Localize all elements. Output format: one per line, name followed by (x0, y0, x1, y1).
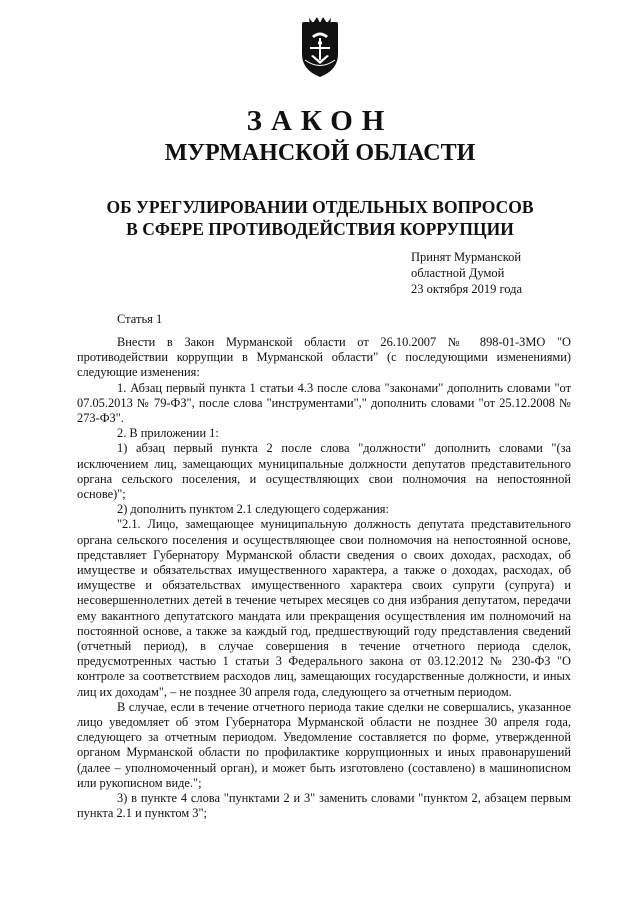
paragraph: 1. Абзац первый пункта 1 статьи 4.3 после слова "законами" дополнить словами "от 07.05.2013 № 79-ФЗ", после слова "инструментами"," дополнить словами "от 25.12.2008 № 273-ФЗ". (77, 380, 571, 426)
law-region-title: МУРМАНСКОЙ ОБЛАСТИ (164, 140, 476, 166)
law-title: ЗАКОН (246, 105, 394, 137)
paragraph: Внести в Закон Мурманской области от 26.10.2007 № 898-01-ЗМО "О противодействии коррупции в Мурманской области" (с последующими изменениями) следующие изменения: (77, 335, 571, 380)
article-body (77, 335, 571, 822)
adoption-note (411, 249, 522, 297)
coat-of-arms-emblem-icon (292, 14, 348, 80)
paragraph: 2) дополнить пунктом 2.1 следующего содержания: (117, 502, 389, 517)
adoption-note-line-2: областной Думой (411, 266, 505, 280)
paragraph: "2.1. Лицо, замещающее муниципальную должность депутата представительного органа сельского поселения и осуществляющее свои полномочия на непостоянной основе, представляет Губернатору Мурманской области сведения о своих доходах, расходах, об имуществе и обязательствах имущественного характера, а также о доходах, расходах, об имуществе и обязательствах имущественного характера своих супруги (супруга) и несовершеннолетних детей в течение четырех месяцев со дня избрания депутатом, передачи ему вакантного депутатского мандата или прекращения осуществления им полномочий на постоянной основе, а также за каждый год, предшествующий году представления сведений (отчетный период), в случае совершения в течение отчетного периода сделок, предусмотренных частью 1 статьи 3 Федерального закона от 03.12.2012 № 230-ФЗ "О контроле за соответствием расходов лиц, замещающих государственные должности, и иных лиц их доходам", – не позднее 30 апреля года, следующего за отчетным периодом. (77, 517, 571, 699)
adoption-note-line-1: Принят Мурманской (411, 250, 522, 264)
paragraph: 3) в пункте 4 слова "пунктами 2 и 3" заменить словами "пунктом 2, абзацем первым пункта 2.1 и пунктом 3"; (77, 791, 571, 821)
paragraph: 1) абзац первый пункта 2 после слова "должности" дополнить словами "(за исключением лиц, замещающих муниципальные должности депутатов представительного органа сельского поселения, и осуществляющих свои полномочия на непостоянной основе)"; (77, 441, 571, 502)
article-heading: Статья 1 (117, 312, 163, 326)
adoption-date: 23 октября 2019 года (411, 282, 523, 296)
law-heading-line-2: В СФЕРЕ ПРОТИВОДЕЙСТВИЯ КОРРУПЦИИ (126, 219, 514, 239)
law-heading-line-1: ОБ УРЕГУЛИРОВАНИИ ОТДЕЛЬНЫХ ВОПРОСОВ (106, 197, 534, 217)
paragraph: 2. В приложении 1: (117, 426, 219, 441)
paragraph: В случае, если в течение отчетного периода такие сделки не совершались, указанное лицо уведомляет об этом Губернатора Мурманской области не позднее 30 апреля года, следующего за отчетным периодом. Уведомление составляется по форме, утвержденной органом Мурманской области по профилактике коррупционных и иных правонарушений (далее – уполномоченный орган), и может быть изготовлено (составлено) в машинописном или рукописном виде."; (77, 699, 571, 790)
